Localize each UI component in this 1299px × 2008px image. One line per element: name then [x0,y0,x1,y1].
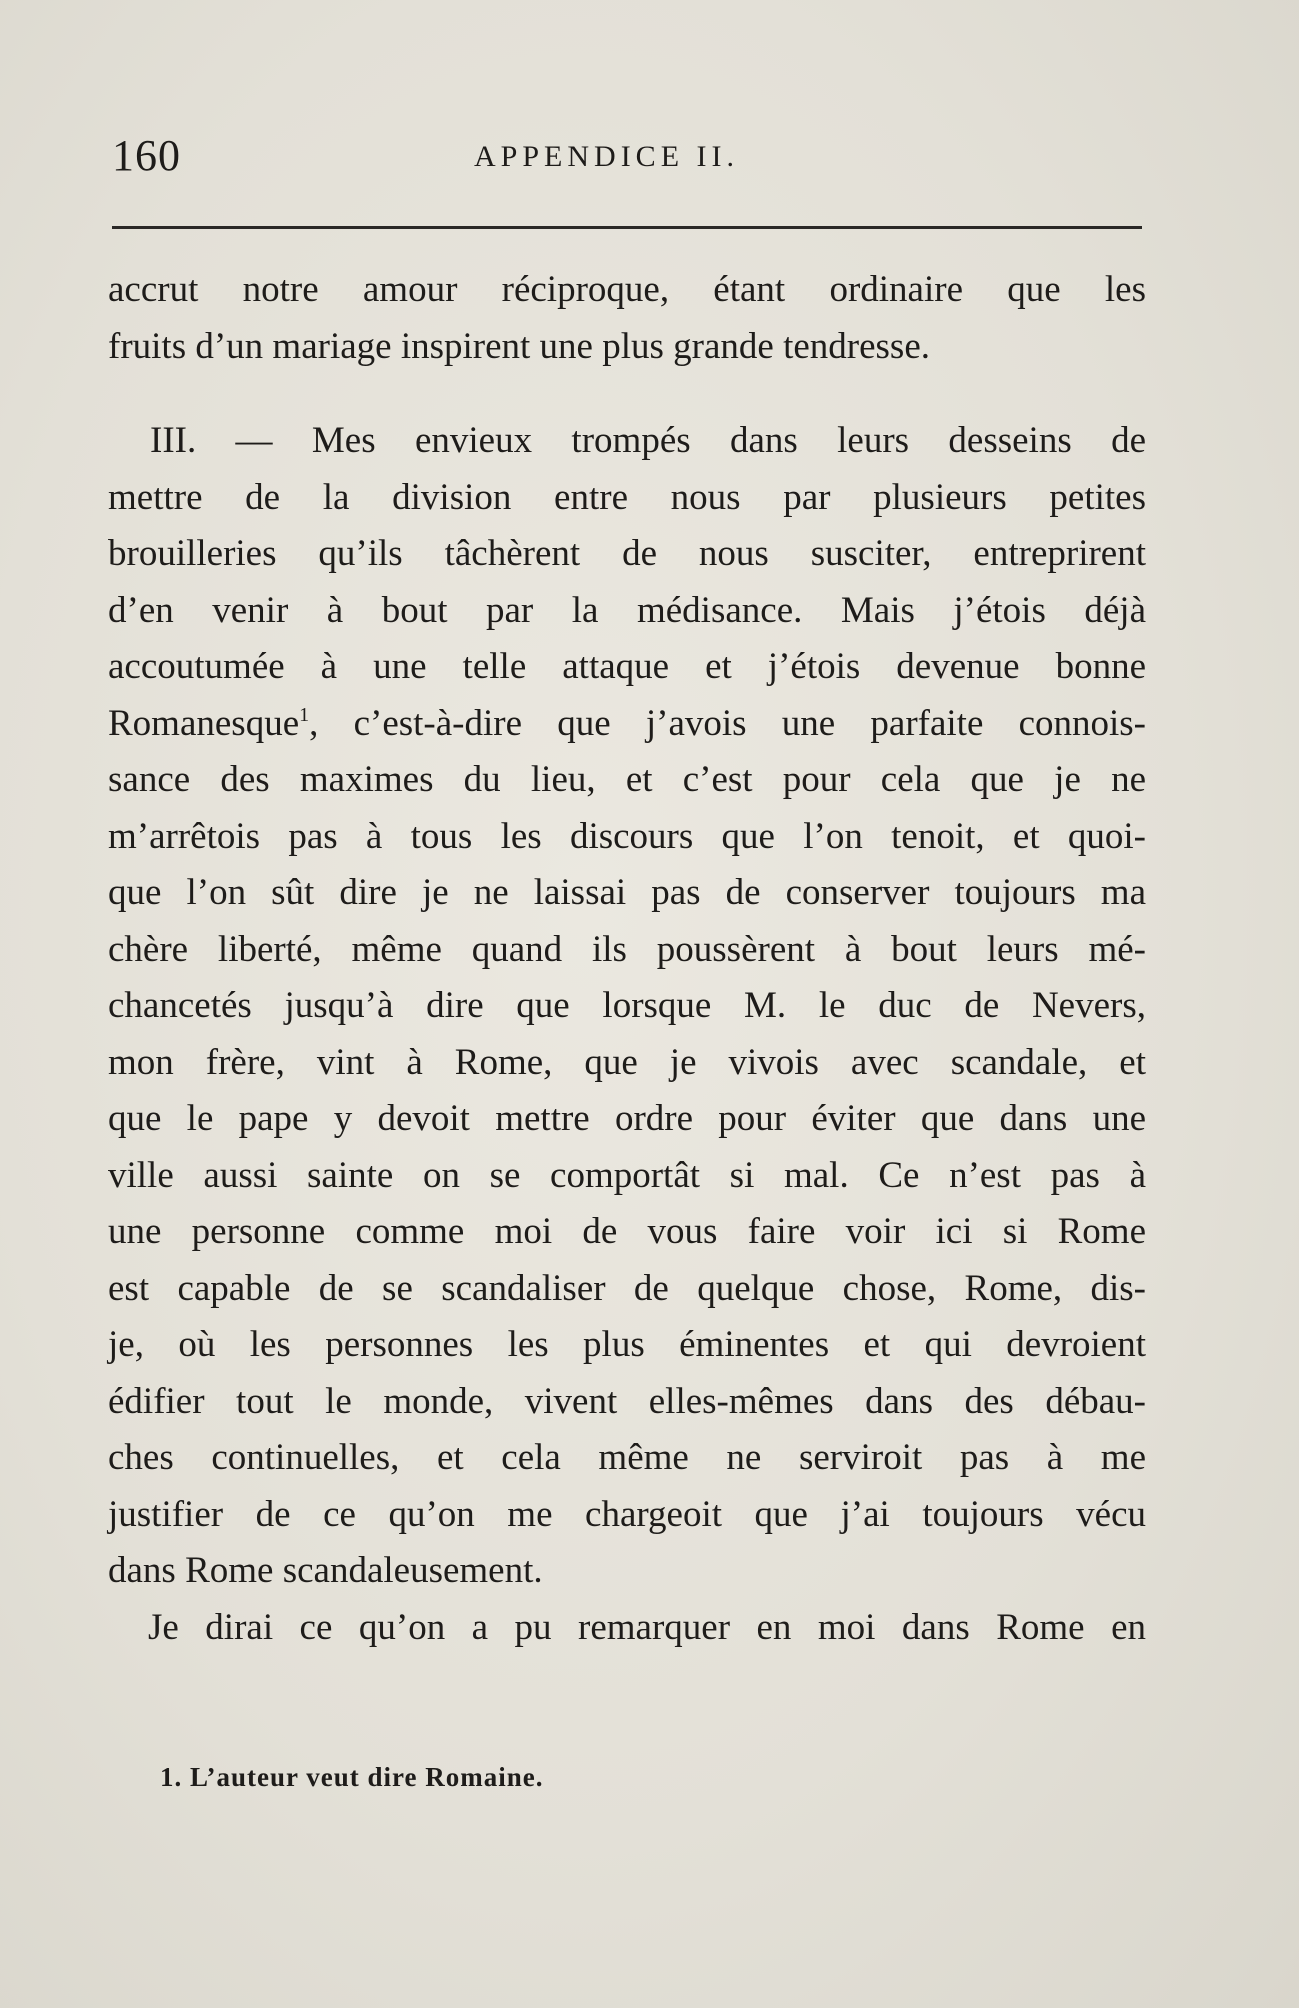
text-line: Je dirai ce qu’on a pu remarquer en moi dans Rome en [148,1606,1146,1648]
footnote: 1. L’auteur veut dire Romaine. [160,1762,544,1792]
header-rule [112,226,1142,229]
text-line-with-footnote [108,696,1146,753]
page-header [112,120,1142,180]
text-line: brouilleries qu’ils tâchèrent de nous susciter, entreprirent [108,533,1146,574]
text-line: accoutumée à une telle attaque et j’étois devenue bonne [108,646,1146,687]
text-line: est capable de se scandaliser de quelque chose, Rome, dis- [108,1267,1146,1309]
text-line: sance des maximes du lieu, et c’est pour cela que je ne [108,759,1146,800]
text-line: justifier de ce qu’on me chargeoit que j’ai toujours vécu [108,1493,1146,1535]
text-line: dans Rome scandaleusement. [108,1550,543,1591]
running-head: APPENDICE II. [474,140,739,173]
text-line: mon frère, vint à Rome, que je vivois avec scandale, et [108,1041,1146,1083]
paragraph-next [108,1600,1146,1657]
page-number: 160 [112,131,181,180]
text-line: que le pape y devoit mettre ordre pour éviter que dans une [108,1098,1146,1139]
text-line: III. — Mes envieux trompés dans leurs desseins de [150,420,1146,461]
text-line: que l’on sût dire je ne laissai pas de conserver toujours ma [108,872,1146,913]
text-line: une personne comme moi de vous faire voir ici si Rome [108,1211,1146,1252]
footnote-reference: 1 [299,703,310,726]
text-line: fruits d’un mariage inspirent une plus grande tendresse. [108,325,930,367]
text-line: ches continuelles, et cela même ne serviroit pas à me [108,1437,1146,1478]
text-segment: Romanesque [108,702,300,744]
paragraph-section-iii [108,413,1146,1600]
text-line: chère liberté, même quand ils poussèrent à bout leurs mé- [108,928,1146,970]
text-line: chancetés jusqu’à dire que lorsque M. le duc de Nevers, [108,985,1146,1026]
text-line: mettre de la division entre nous par plusieurs petites [108,476,1146,518]
text-line: ville aussi sainte on se comportât si mal. Ce n’est pas à [108,1154,1146,1196]
paragraph-continuation [108,262,1146,375]
text-line: édifier tout le monde, vivent elles-mêmes dans des débau- [108,1380,1146,1422]
text-line: d’en venir à bout par la médisance. Mais j’étois déjà [108,589,1146,631]
text-line: m’arrêtois pas à tous les discours que l’on tenoit, et quoi- [108,815,1146,857]
body-text [108,262,1146,1656]
text-line: je, où les personnes les plus éminentes et qui devroient [108,1324,1146,1365]
text-line: accrut notre amour réciproque, étant ordinaire que les [108,269,1146,310]
text-segment: , c’est-à-dire que j’avois une parfaite connois- [309,702,1146,744]
